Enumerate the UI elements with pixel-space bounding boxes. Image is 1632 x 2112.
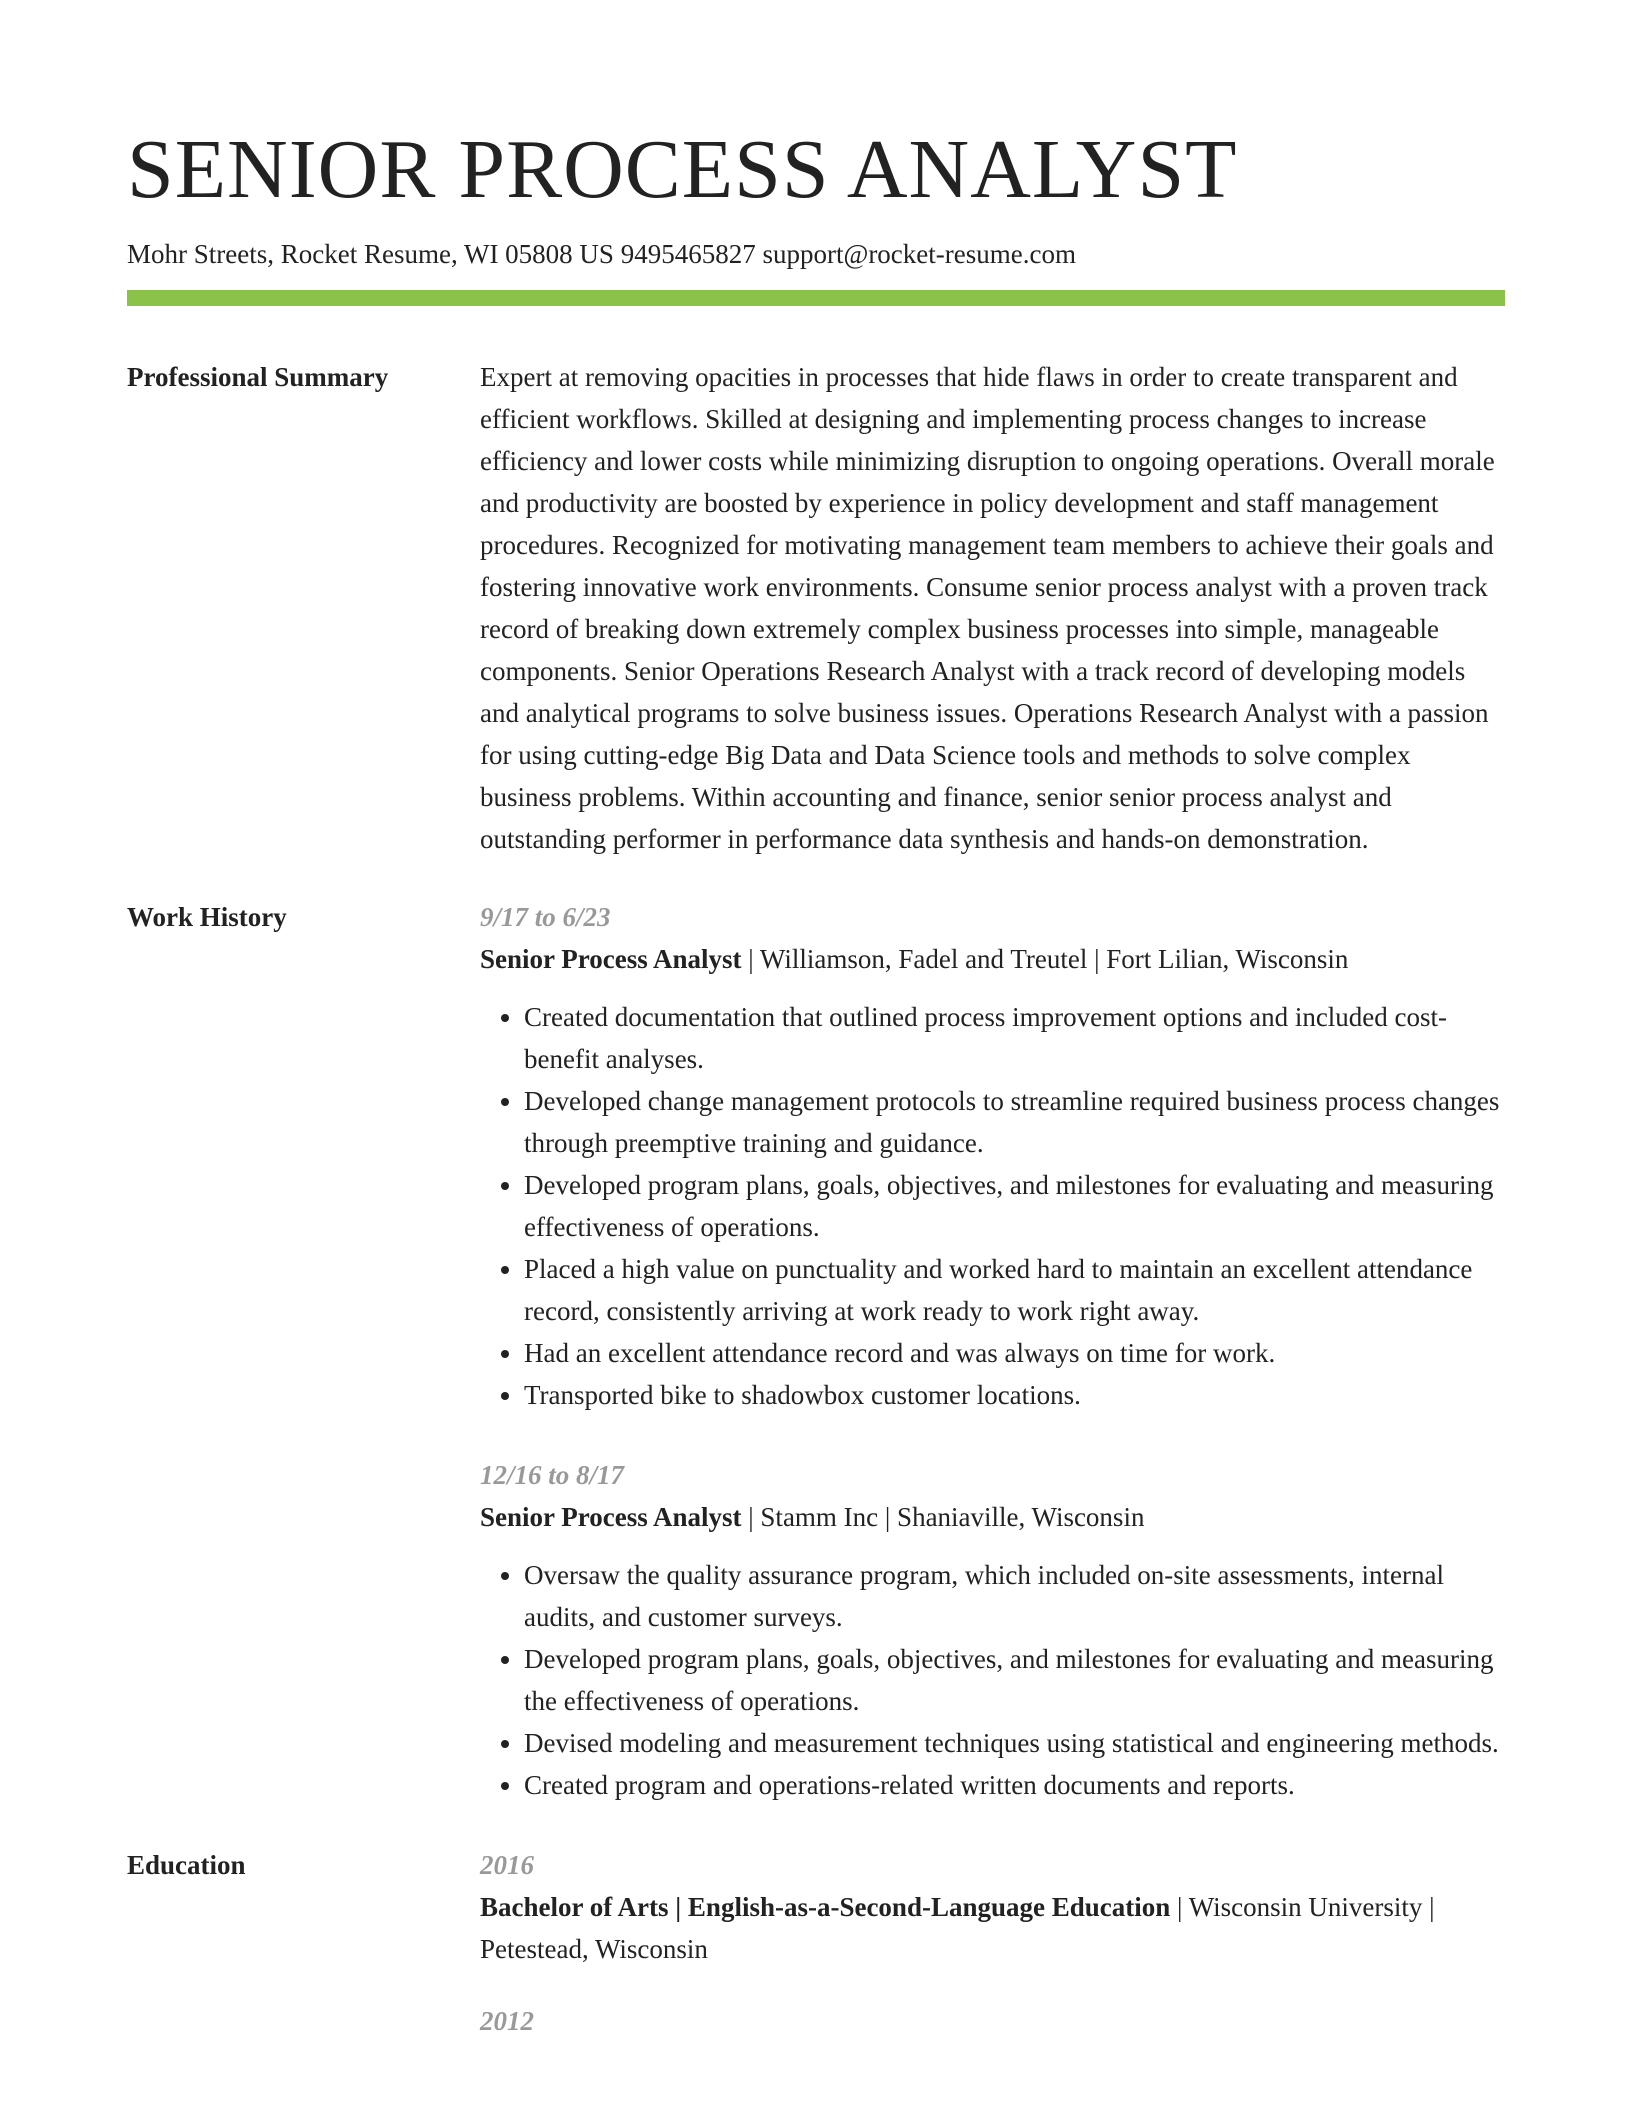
job-heading	[480, 1496, 1505, 1538]
job-bullet: • Developed program plans, goals, objectives, and milestones for evaluating and measuring the effectiveness of operations.	[524, 1638, 1505, 1722]
job-dates: 12/16 to 8/17	[480, 1460, 625, 1490]
education-entry	[480, 1844, 1505, 1970]
job-company-location: | Williamson, Fadel and Treutel | Fort Lilian, Wisconsin	[741, 944, 1349, 974]
education-list	[480, 1844, 1505, 2042]
education-year: 2016	[480, 1850, 534, 1880]
education-section	[127, 1844, 1505, 2042]
resume-page	[127, 120, 1505, 2042]
job-entry	[480, 1454, 1505, 1806]
job-entry	[480, 896, 1505, 1416]
work-history-heading: Work History	[127, 902, 287, 932]
contact-info: Mohr Streets, Rocket Resume, WI 05808 US 9495465827 support@rocket-resume.com	[127, 239, 1076, 269]
job-bullet: • Had an excellent attendance record and was always on time for work.	[524, 1332, 1505, 1374]
summary-section	[127, 356, 1505, 860]
candidate-name: SENIOR PROCESS ANALYST	[127, 123, 1238, 216]
education-heading: Education	[127, 1850, 246, 1880]
education-heading-line	[480, 1886, 1505, 1970]
job-bullet: • Transported bike to shadowbox customer locations.	[524, 1374, 1505, 1416]
job-heading	[480, 938, 1505, 980]
school-location: | Wisconsin University | Petestead, Wisconsin	[480, 1892, 1435, 1964]
education-entry	[480, 2000, 1505, 2042]
job-list	[480, 896, 1505, 1806]
degree: Bachelor of Arts | English-as-a-Second-Language Education	[480, 1892, 1171, 1922]
job-bullet: • Devised modeling and measurement techniques using statistical and engineering methods.	[524, 1722, 1505, 1764]
accent-divider	[127, 290, 1505, 306]
job-bullet: • Developed program plans, goals, objectives, and milestones for evaluating and measuring effectiveness of operations.	[524, 1164, 1505, 1248]
job-title: Senior Process Analyst	[480, 1502, 742, 1532]
job-company-location: | Stamm Inc | Shaniaville, Wisconsin	[741, 1502, 1145, 1532]
job-dates: 9/17 to 6/23	[480, 902, 611, 932]
education-year: 2012	[480, 2006, 534, 2036]
job-bullet: • Created program and operations-related written documents and reports.	[524, 1764, 1505, 1806]
job-bullets	[480, 996, 1505, 1416]
job-bullets	[480, 1554, 1505, 1806]
work-history-section	[127, 896, 1505, 1806]
job-title: Senior Process Analyst	[480, 944, 742, 974]
summary-heading: Professional Summary	[127, 362, 389, 392]
job-bullet: • Oversaw the quality assurance program, which included on-site assessments, internal audits, and customer surveys.	[524, 1554, 1505, 1638]
job-bullet: • Developed change management protocols to streamline required business process changes through preemptive training and guidance.	[524, 1080, 1505, 1164]
job-bullet: • Created documentation that outlined process improvement options and included cost-benefit analyses.	[524, 996, 1505, 1080]
job-bullet: • Placed a high value on punctuality and worked hard to maintain an excellent attendance record, consistently arriving at work ready to work right away.	[524, 1248, 1505, 1332]
summary-text: Expert at removing opacities in processes that hide flaws in order to create transparent and efficient workflows. Skilled at designing and implementing process changes to increase efficiency and lower costs while minimizing disruption to ongoing operations. Overall morale and productivity are boosted by experience in policy development and staff management procedures. Recognized for motivating management team members to achieve their goals and fostering innovative work environments. Consume senior process analyst with a proven track record of breaking down extremely complex business processes into simple, manageable components. Senior Operations Research Analyst with a track record of developing models and analytical programs to solve business issues. Operations Research Analyst with a passion for using cutting-edge Big Data and Data Science tools and methods to solve complex business problems. Within accounting and finance, senior senior process analyst and outstanding performer in performance data synthesis and hands-on demonstration.	[480, 362, 1495, 854]
